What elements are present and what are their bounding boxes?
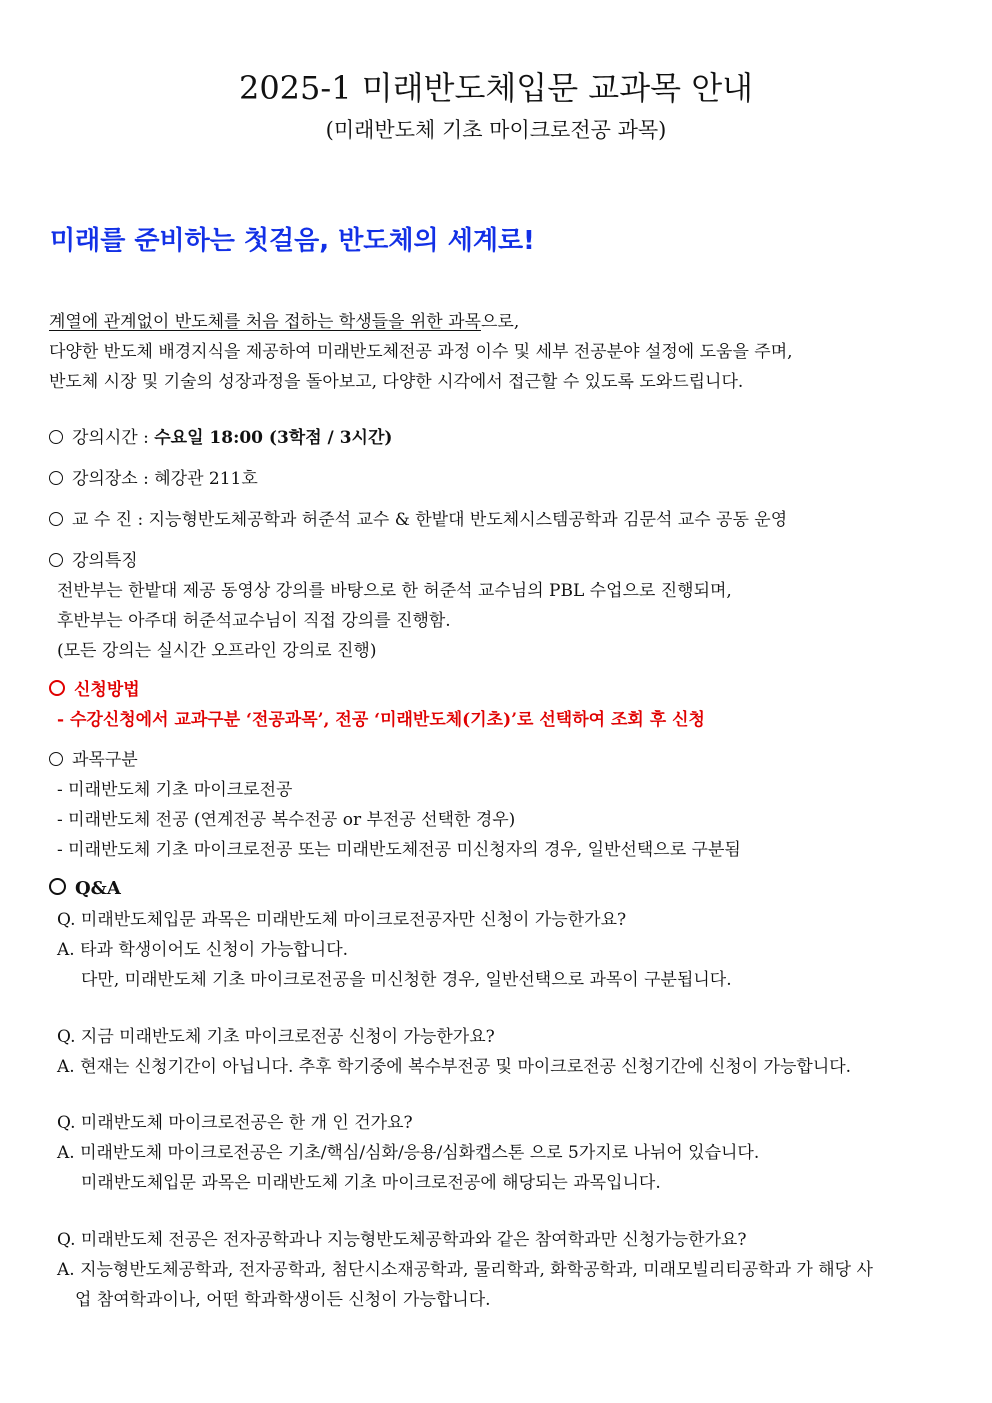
intro-line-3: 반도체 시장 및 기술의 성장과정을 돌아보고, 다양한 시각에서 접근할 수 있도록 도와드립니다. bbox=[49, 372, 744, 392]
features-line: 전반부는 한밭대 제공 동영상 강의를 바탕으로 한 허준석 교수님의 PBL 수업으로 진행되며, bbox=[57, 581, 732, 601]
slogan-heading: 미래를 준비하는 첫걸음, 반도체의 세계로! bbox=[50, 226, 535, 256]
apply-text: - 수강신청에서 교과구분 ‘전공과목’, 전공 ‘미래반도체(기초)’로 선택하여 조회 후 신청 bbox=[57, 710, 705, 730]
features-line: 후반부는 아주대 허준석교수님이 직접 강의를 진행함. bbox=[57, 611, 451, 631]
qa-answer: A. 타과 학생이어도 신청이 가능합니다. bbox=[57, 940, 349, 960]
qa-question: Q. 지금 미래반도체 기초 마이크로전공 신청이 가능한가요? bbox=[57, 1027, 495, 1047]
category-label: 과목구분 bbox=[72, 750, 138, 770]
circle-bullet-icon bbox=[49, 680, 65, 696]
lecture-time-row bbox=[49, 423, 392, 453]
category-section bbox=[49, 745, 741, 865]
intro-line-1 bbox=[49, 307, 949, 337]
qa-answer: A. 지능형반도체공학과, 전자공학과, 첨단시소재공학과, 물리학과, 화학공학과, 미래모빌리티공학과 가 해당 사 bbox=[57, 1260, 873, 1280]
lecture-place-row bbox=[49, 464, 258, 494]
category-line: - 미래반도체 기초 마이크로전공 또는 미래반도체전공 미신청자의 경우, 일반선택으로 구분됨 bbox=[57, 840, 741, 860]
circle-bullet-icon bbox=[49, 471, 63, 485]
category-heading bbox=[49, 745, 741, 775]
circle-bullet-icon bbox=[49, 752, 63, 766]
qa-heading-row bbox=[49, 874, 121, 904]
features-section bbox=[49, 546, 732, 666]
qa-question: Q. 미래반도체 마이크로전공은 한 개 인 건가요? bbox=[57, 1113, 413, 1133]
features-line: (모든 강의는 실시간 오프라인 강의로 진행) bbox=[57, 641, 377, 661]
qa-item bbox=[49, 1225, 873, 1315]
qa-answer-continued: 다만, 미래반도체 기초 마이크로전공을 미신청한 경우, 일반선택으로 과목이 구분됩니다. bbox=[81, 970, 732, 990]
qa-heading bbox=[49, 874, 121, 904]
document-title: 2025-1 미래반도체입문 교과목 안내 bbox=[238, 69, 754, 107]
intro-line-2: 다양한 반도체 배경지식을 제공하여 미래반도체전공 과정 이수 및 세부 전공분야 설정에 도움을 주며, bbox=[49, 342, 793, 362]
intro-paragraph bbox=[49, 307, 949, 397]
features-heading bbox=[49, 546, 732, 576]
circle-bullet-icon bbox=[49, 512, 63, 526]
circle-bullet-icon bbox=[49, 430, 63, 444]
qa-item bbox=[49, 1022, 851, 1082]
circle-bullet-icon bbox=[49, 553, 63, 567]
intro-underlined-text: 계열에 관계없이 반도체를 처음 접하는 학생들을 위한 과목 bbox=[49, 312, 481, 332]
document-subtitle: (미래반도체 기초 마이크로전공 과목) bbox=[325, 118, 667, 142]
category-line: - 미래반도체 기초 마이크로전공 bbox=[57, 780, 293, 800]
qa-question: Q. 미래반도체입문 과목은 미래반도체 마이크로전공자만 신청이 가능한가요? bbox=[57, 910, 627, 930]
features-label: 강의특징 bbox=[72, 551, 138, 571]
professors-row bbox=[49, 505, 787, 535]
qa-title: Q&A bbox=[75, 878, 121, 899]
qa-answer: A. 미래반도체 마이크로전공은 기초/핵심/심화/응용/심화캡스톤 으로 5가지로 나뉘어 있습니다. bbox=[57, 1143, 760, 1163]
category-line: - 미래반도체 전공 (연계전공 복수전공 or 부전공 선택한 경우) bbox=[57, 810, 516, 830]
lecture-time-value: 수요일 18:00 (3학점 / 3시간) bbox=[154, 428, 393, 448]
qa-answer-continued: 미래반도체입문 과목은 미래반도체 기초 마이크로전공에 해당되는 과목입니다. bbox=[81, 1173, 661, 1193]
intro-line-1-rest: 으로, bbox=[480, 312, 520, 332]
lecture-time-label: 강의시간 : bbox=[72, 428, 155, 448]
professors-text: 교 수 진 : 지능형반도체공학과 허준석 교수 & 한밭대 반도체시스템공학과 김문석 교수 공동 운영 bbox=[72, 510, 788, 530]
qa-item bbox=[49, 1108, 759, 1198]
qa-question: Q. 미래반도체 전공은 전자공학과나 지능형반도체공학과와 같은 참여학과만 신청가능한가요? bbox=[57, 1230, 747, 1250]
circle-bullet-icon bbox=[49, 878, 66, 895]
apply-heading bbox=[49, 675, 705, 705]
qa-answer: A. 현재는 신청기간이 아닙니다. 추후 학기중에 복수부전공 및 마이크로전공 신청기간에 신청이 가능합니다. bbox=[57, 1057, 852, 1077]
lecture-place-text: 강의장소 : 혜강관 211호 bbox=[72, 469, 258, 489]
apply-section bbox=[49, 675, 705, 735]
qa-item bbox=[49, 905, 732, 995]
qa-answer-continued: 업 참여학과이나, 어떤 학과학생이든 신청이 가능합니다. bbox=[75, 1290, 491, 1310]
apply-label: 신청방법 bbox=[74, 680, 140, 700]
